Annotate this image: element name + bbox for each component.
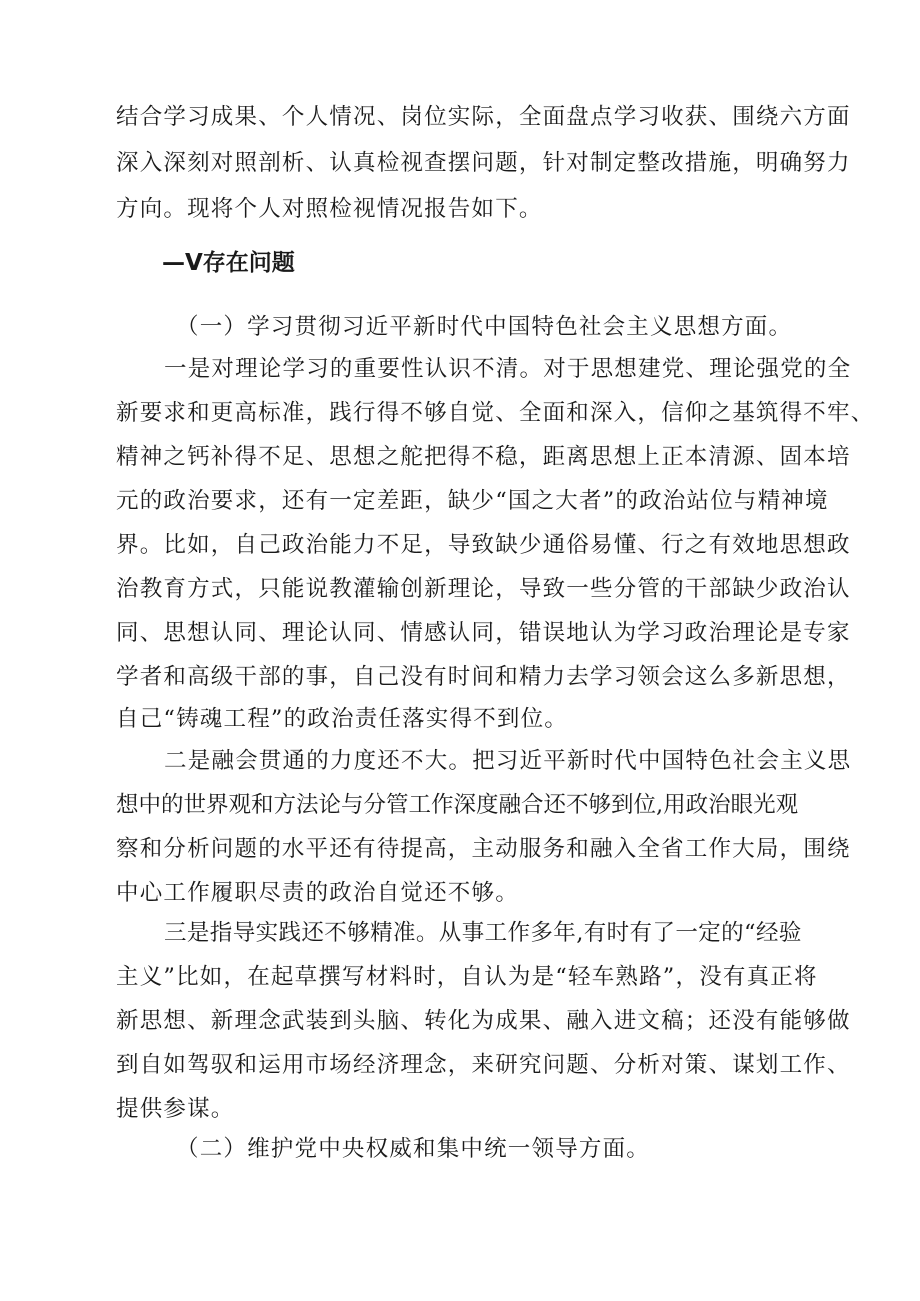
para3-line-3: 新思想、新理念武装到头脑、转化为成果、融入进文稿；还没有能够做: [116, 1008, 851, 1034]
para3-line-1: 三是指导实践还不够精准。从事工作多年,有时有了一定的“经验: [164, 920, 802, 946]
para2-line-2: 想中的世界观和方法论与分管工作深度融合还不够到位,用政治眼光观: [116, 792, 799, 818]
para3-line-4: 到自如驾驭和运用市场经济理念，来研究问题、分析对策、谋划工作、: [116, 1052, 851, 1078]
section-heading: —V存在问题: [162, 250, 295, 276]
para1-line-8: 学者和高级干部的事，自己没有时间和精力去学习领会这么多新思想，: [116, 664, 851, 690]
intro-line-2: 深入深刻对照剖析、认真检视查摆问题，针对制定整改措施，明确努力: [116, 150, 851, 176]
para1-line-6: 治教育方式，只能说教灌输创新理论，导致一些分管的干部缺少政治认: [116, 576, 851, 602]
para2-line-4: 中心工作履职尽责的政治自觉还不够。: [116, 880, 519, 906]
para1-line-1: 一是对理论学习的重要性认识不清。对于思想建党、理论强党的全: [164, 356, 852, 382]
para1-line-2: 新要求和更高标准，践行得不够自觉、全面和深入，信仰之基筑得不牢、: [116, 400, 875, 426]
para3-line-5: 提供参谋。: [116, 1096, 235, 1122]
para2-line-3: 察和分析问题的水平还有待提高，主动服务和融入全省工作大局，围绕: [116, 836, 851, 862]
para2-line-1: 二是融会贯通的力度还不大。把习近平新时代中国特色社会主义思: [164, 748, 852, 774]
para1-line-5: 界。比如，自己政治能力不足，导致缺少通俗易懂、行之有效地思想政: [116, 532, 851, 558]
para1-line-3: 精神之钙补得不足、思想之舵把得不稳，距离思想上正本清源、固本培: [116, 444, 851, 470]
section2-title: （二）维护党中央权威和集中统一领导方面。: [176, 1136, 651, 1162]
para1-line-9: 自己“铸魂工程”的政治责任落实得不到位。: [116, 706, 569, 732]
intro-line-3: 方向。现将个人对照检视情况报告如下。: [116, 196, 543, 222]
intro-line-1: 结合学习成果、个人情况、岗位实际，全面盘点学习收获、围绕六方面: [116, 104, 851, 130]
para1-line-4: 元的政治要求，还有一定差距，缺少“国之大者”的政治站位与精神境: [116, 488, 829, 514]
para1-line-7: 同、思想认同、理论认同、情感认同，错误地认为学习政治理论是专家: [116, 620, 851, 646]
section1-title: （一）学习贯彻习近平新时代中国特色社会主义思想方面。: [176, 314, 793, 340]
para3-line-2: 主义”比如，在起草撰写材料时，自认为是“轻车熟路”，没有真正将: [116, 964, 818, 990]
